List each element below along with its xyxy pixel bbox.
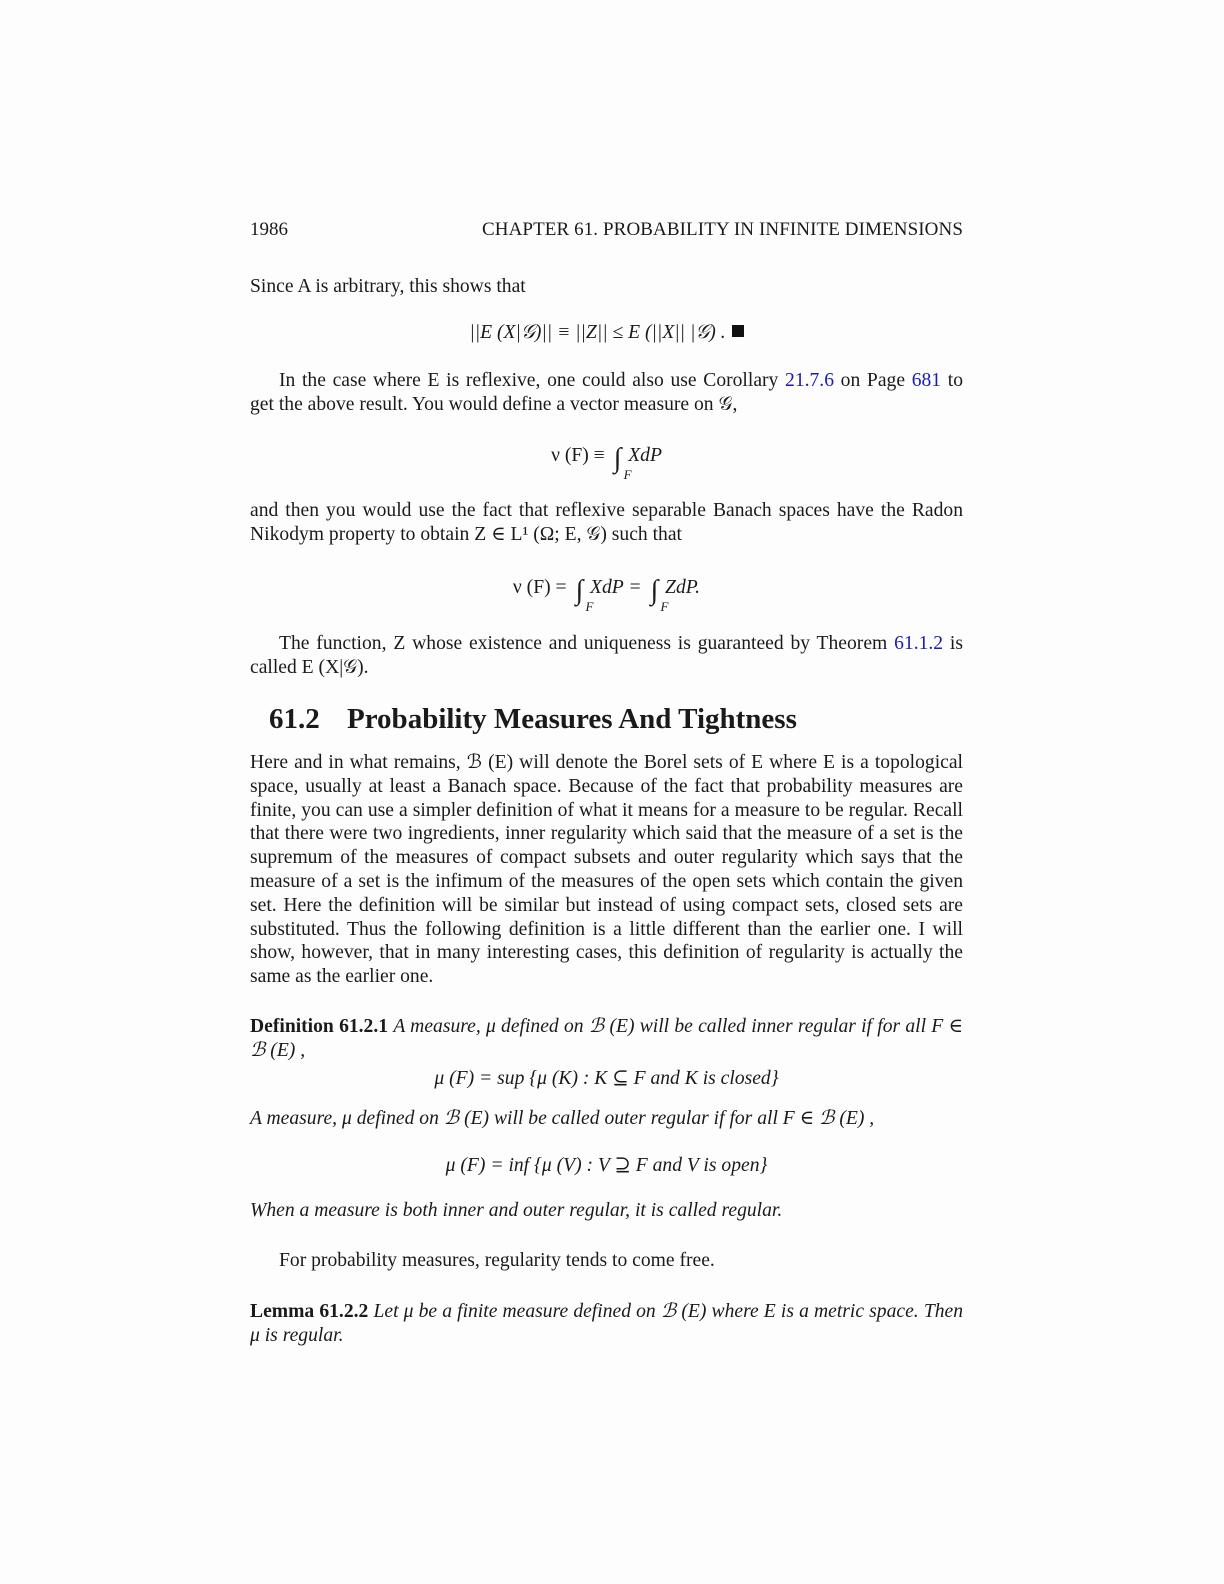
eq-rhs: XdP (628, 445, 662, 466)
lemma-block (250, 1300, 963, 1348)
eq-lhs: ν (F) = (512, 577, 567, 598)
eq-mid: XdP = (590, 577, 642, 598)
definition-label: Definition 61.2.1 (250, 1016, 389, 1037)
integral-symbol: ∫ F (650, 581, 658, 601)
paragraph-borel-sets: Here and in what remains, ℬ (E) will denote the Borel sets of E where E is a topological space, usually at least a Banach space. Because of the fact that probability measures are finite, you can use a simpler definition of what it means for a measure to be regular. Recall that there were two ingredients, inner regularity which said that the measure of a set is the supremum of the measures of compact subsets and outer regularity which says that the measure of a set is the infimum of the measures of the open sets which contain the given set. Here the definition will be similar but instead of using compact sets, closed sets are substituted. Thus the following definition is a little different than the earlier one. I will show, however, that in many interesting cases, this definition of regularity is actually the same as the earlier one. (250, 752, 963, 988)
definition-text: A measure, μ defined on ℬ (E) will be called inner regular if for all F ∈ ℬ (E) , (250, 1016, 964, 1061)
integral-symbol: ∫ F (575, 581, 583, 601)
definition-closing: When a measure is both inner and outer regular, it is called regular. (250, 1200, 783, 1221)
text-span: on Page (834, 370, 912, 391)
paragraph-probability-regularity: For probability measures, regularity tends to come free. (279, 1250, 715, 1271)
text-span: to get the above result. You would define a vector measure on 𝒢, (250, 370, 963, 415)
equation-text: ||E (X|𝒢)|| ≡ ||Z|| ≤ E (||X|| |𝒢) . (469, 322, 726, 343)
lemma-label: Lemma 61.2.2 (250, 1301, 369, 1322)
section-heading (269, 703, 797, 736)
link-corollary[interactable]: 21.7.6 (785, 370, 834, 391)
lemma-text: Let μ be a finite measure defined on ℬ (E) where E is a metric space. Then μ is regular. (250, 1301, 964, 1346)
section-title: Probability Measures And Tightness (347, 703, 797, 735)
paragraph-reflexive (250, 369, 963, 417)
text-span: In the case where E is reflexive, one could also use Corollary (279, 370, 786, 391)
qed-icon (732, 325, 744, 337)
equation-inner-regular (250, 1067, 963, 1091)
integral-domain: F (660, 599, 669, 614)
integral-symbol: ∫ F (614, 449, 622, 469)
chapter-title: CHAPTER 61. PROBABILITY IN INFINITE DIMENSIONS (481, 219, 963, 240)
integral-domain: F (623, 467, 632, 482)
paragraph-radon-nikodym: and then you would use the fact that reflexive separable Banach spaces have the Radon Nikodym property to obtain Z ∈ L¹ (Ω; E, 𝒢) such that (250, 500, 963, 545)
equation-norm-bound (250, 321, 963, 345)
definition-outer-text: A measure, μ defined on ℬ (E) will be called outer regular if for all F ∈ ℬ (E) , (250, 1108, 875, 1129)
paragraph-intro: Since A is arbitrary, this shows that (250, 276, 526, 297)
eq-lhs: ν (F) ≡ (551, 445, 605, 466)
eq-rhs: ZdP. (665, 577, 701, 598)
definition-block (250, 1015, 963, 1063)
equation-outer-regular (250, 1154, 963, 1178)
link-page[interactable]: 681 (911, 370, 942, 391)
section-number: 61.2 (269, 703, 320, 735)
integral-domain: F (585, 599, 594, 614)
text-span: The function, Z whose existence and uniqueness is guaranteed by Theorem (279, 633, 895, 654)
equation-vector-measure (250, 443, 963, 482)
text-span: is called E (X|𝒢). (250, 633, 963, 678)
link-theorem[interactable]: 61.1.2 (894, 633, 944, 654)
page-number: 1986 (250, 219, 288, 240)
equation-integrals (250, 575, 963, 614)
equation-text: μ (F) = sup {μ (K) : K ⊆ F and K is closed} (434, 1068, 779, 1089)
running-header (250, 219, 963, 245)
paragraph-function-z (250, 632, 963, 680)
equation-text: μ (F) = inf {μ (V) : V ⊇ F and V is open} (445, 1155, 768, 1176)
